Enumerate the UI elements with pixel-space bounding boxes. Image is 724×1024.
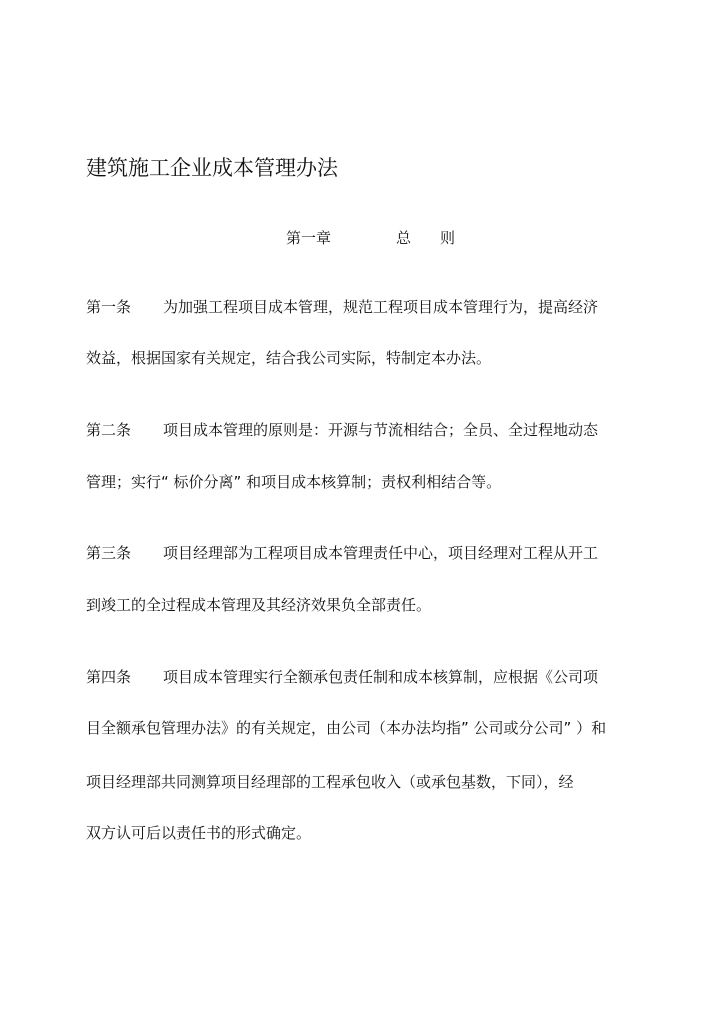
chapter-title-char-2: 则 — [440, 229, 456, 247]
article-2-label: 第二条 — [86, 421, 132, 439]
article-1-text-1: 为加强工程项目成本管理，规范工程项目成本管理行为，提高经济 — [163, 298, 599, 316]
article-1-line-2: 效益，根据国家有关规定，结合我公司实际，特制定本办法。 — [86, 349, 492, 367]
article-2-line-1 — [86, 420, 598, 440]
article-3-line-1 — [86, 543, 598, 563]
article-3-line-2: 到竣工的全过程成本管理及其经济效果负全部责任。 — [86, 596, 432, 614]
document-title: 建筑施工企业成本管理办法 — [86, 156, 338, 180]
article-3-text-1: 项目经理部为工程项目成本管理责任中心，项目经理对工程从开工 — [163, 544, 599, 562]
article-1-label: 第一条 — [86, 298, 132, 316]
chapter-heading — [0, 228, 724, 248]
article-4-line-3: 项目经理部共同测算项目经理部的工程承包收入（或承包基数，下同），经 — [86, 773, 574, 791]
article-2-line-2: 管理；实行“ 标价分离” 和项目成本核算制；责权利相结合等。 — [86, 473, 502, 491]
article-2-text-1: 项目成本管理的原则是：开源与节流相结合；全员、全过程地动态 — [163, 421, 599, 439]
article-1-line-1 — [86, 297, 598, 317]
article-4-label: 第四条 — [86, 668, 132, 686]
chapter-title-char-1: 总 — [396, 229, 412, 247]
article-4-line-1 — [86, 667, 598, 687]
article-4-line-2: 目全额承包管理办法》的有关规定，由公司（本办法均指” 公司或分公司” ）和 — [86, 719, 607, 737]
chapter-number: 第一章 — [286, 229, 332, 247]
article-3-label: 第三条 — [86, 544, 132, 562]
article-4-line-4: 双方认可后以责任书的形式确定。 — [86, 824, 312, 842]
article-4-text-1: 项目成本管理实行全额承包责任制和成本核算制，应根据《公司项 — [163, 668, 599, 686]
